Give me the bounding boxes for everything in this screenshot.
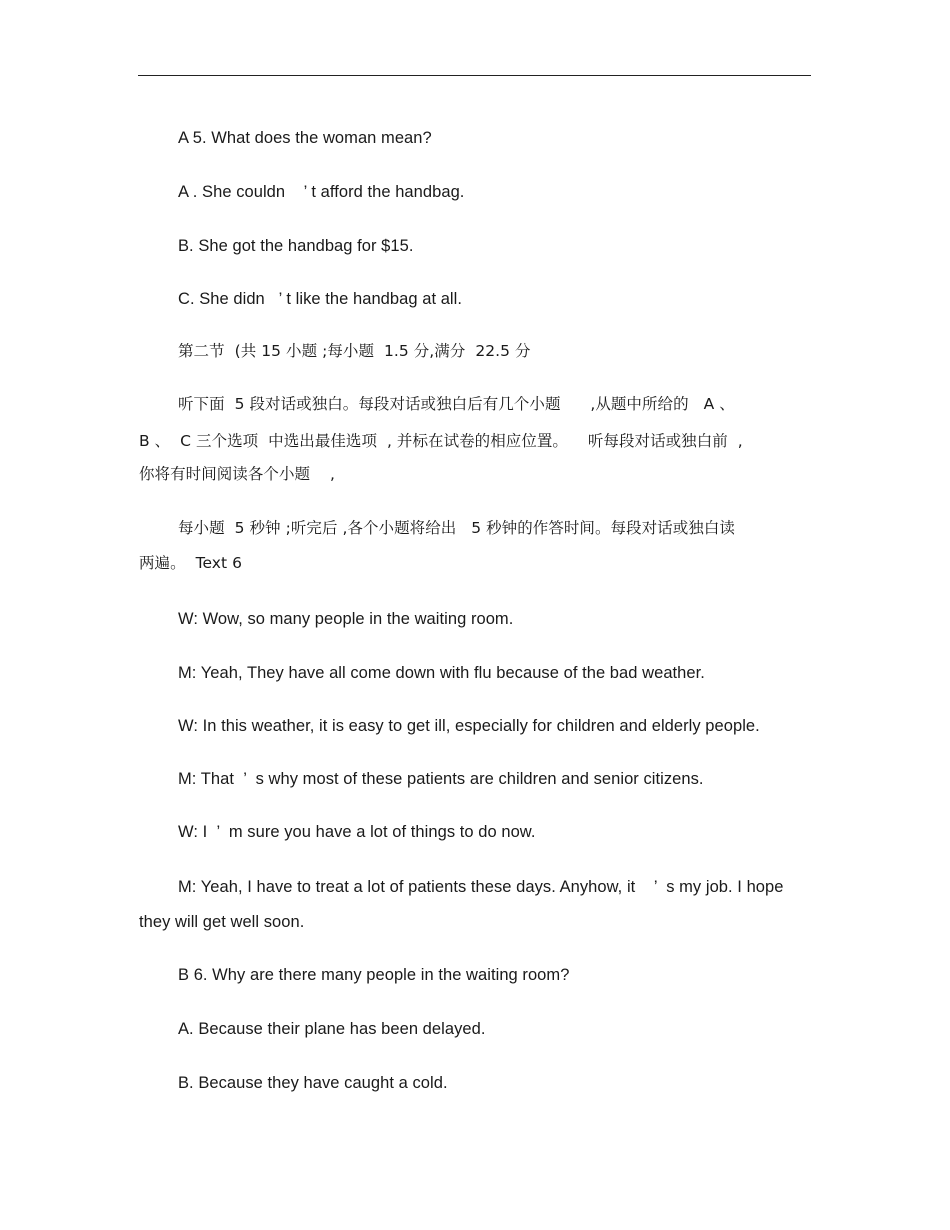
option-a-q6: A. Because their plane has been delayed. xyxy=(178,1020,486,1038)
dialogue-line: M: Yeah, They have all come down with flu because of the bad weather. xyxy=(178,664,705,682)
dialogue-line: M: That ’ s why most of these patients are children and senior citizens. xyxy=(178,770,704,788)
instructions-line-3: 你将有时间阅读各个小题 , xyxy=(139,465,335,483)
dialogue-line: M: Yeah, I have to treat a lot of patients these days. Anyhow, it ’ s my job. I hope xyxy=(178,878,784,896)
dialogue-line-continued: they will get well soon. xyxy=(139,913,305,931)
instructions-line-4: 每小题 5 秒钟 ;听完后 ,各个小题将给出 5 秒钟的作答时间。每段对话或独白读 xyxy=(178,519,735,537)
option-a-q5: A . She couldn ’ t afford the handbag. xyxy=(178,183,465,201)
question-5: A 5. What does the woman mean? xyxy=(178,129,432,147)
section-heading: 第二节 (共 15 小题 ;每小题 1.5 分,满分 22.5 分 xyxy=(178,342,531,360)
dialogue-line: W: Wow, so many people in the waiting room. xyxy=(178,610,514,628)
option-b-q5: B. She got the handbag for $15. xyxy=(178,237,414,255)
text-6-heading: 两遍。 Text 6 xyxy=(139,554,243,572)
instructions-line-2: B 、 C 三个选项 中选出最佳选项 , 并标在试卷的相应位置。 听每段对话或独白前 , xyxy=(139,432,743,450)
dialogue-line: W: In this weather, it is easy to get ill, especially for children and elderly people. xyxy=(178,717,760,735)
instructions-line-1: 听下面 5 段对话或独白。每段对话或独白后有几个小题 ,从题中所给的 A 、 xyxy=(178,395,735,413)
question-6: B 6. Why are there many people in the waiting room? xyxy=(178,966,570,984)
dialogue-line: W: I ’ m sure you have a lot of things to do now. xyxy=(178,823,536,841)
option-b-q6: B. Because they have caught a cold. xyxy=(178,1074,448,1092)
header-rule xyxy=(138,75,811,76)
option-c-q5: C. She didn ’ t like the handbag at all. xyxy=(178,290,463,308)
